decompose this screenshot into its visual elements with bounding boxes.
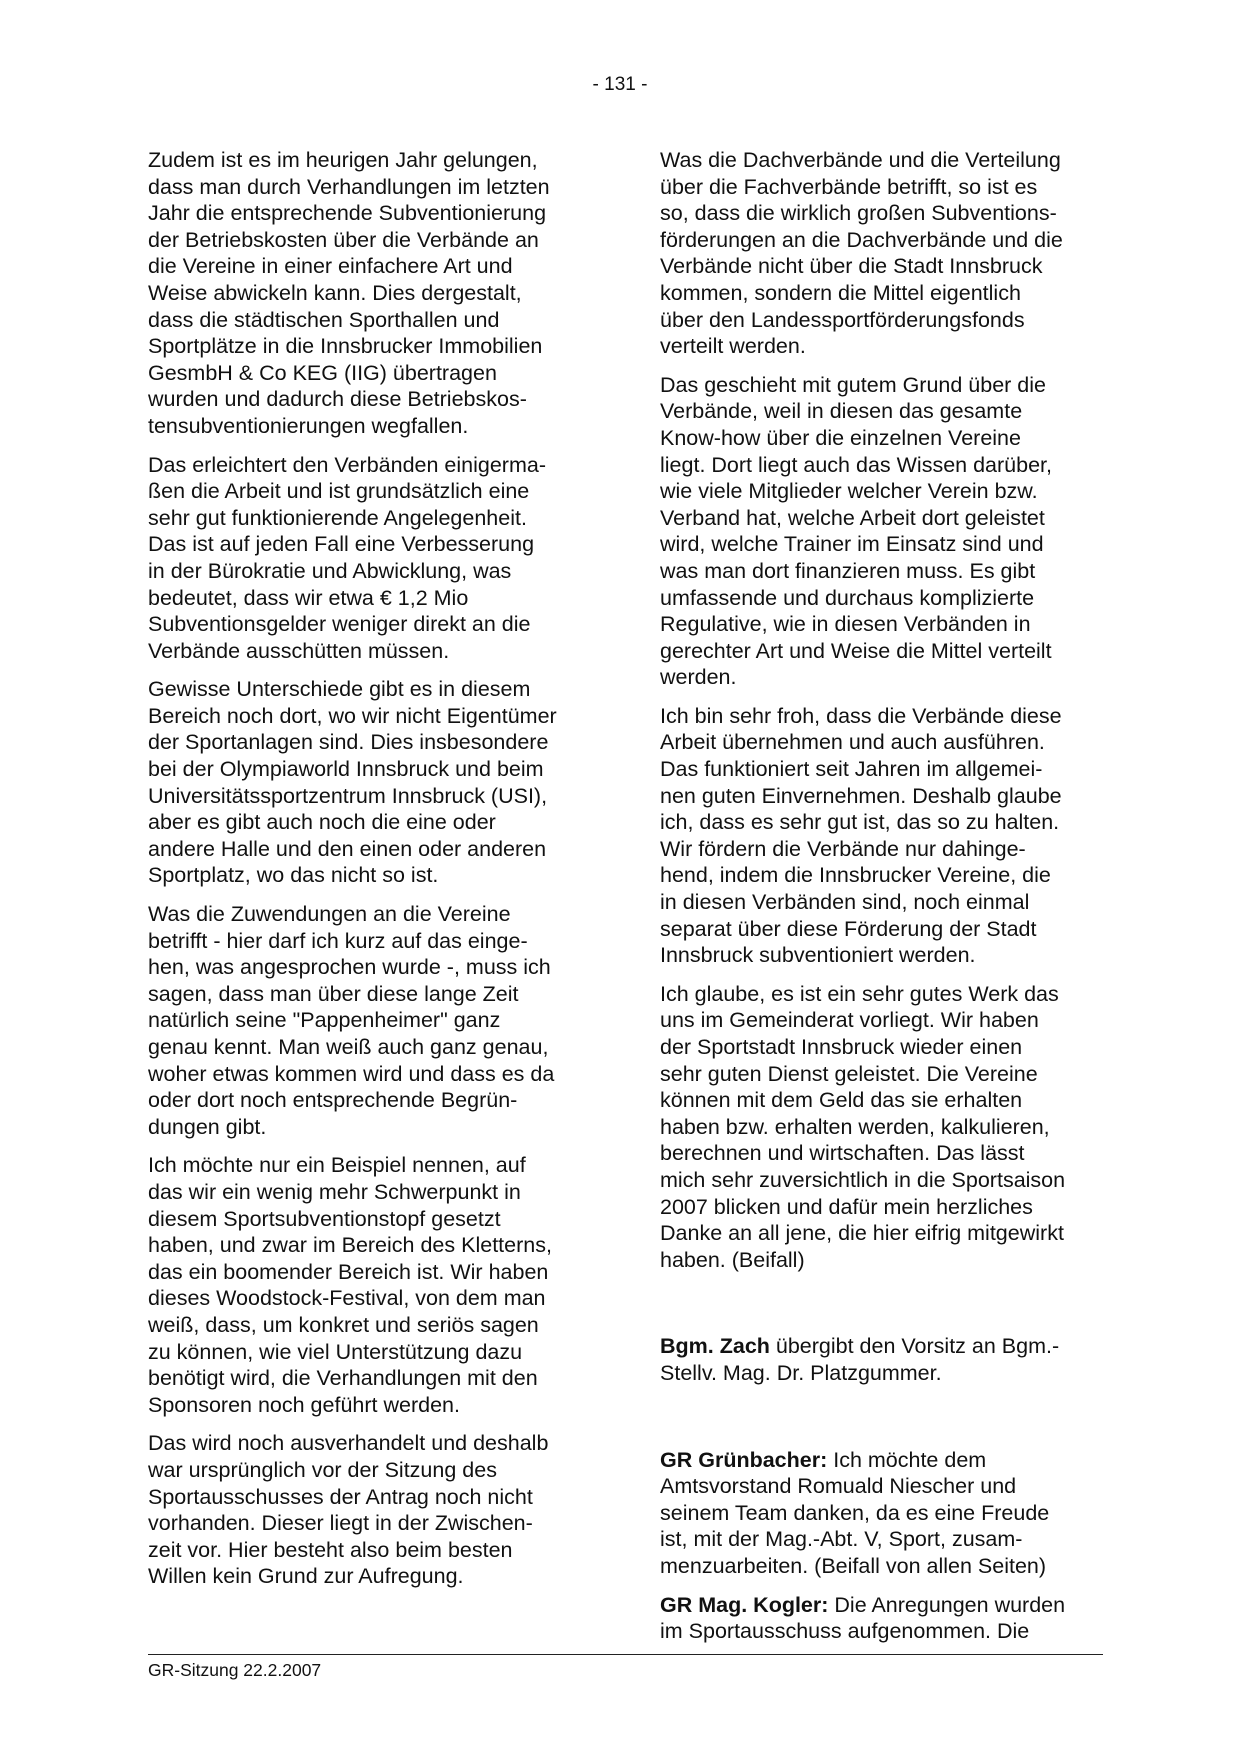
paragraph: Das geschieht mit gutem Grund über die Verbände, weil in diesen das gesamte Know-how über die einzelnen Vereine liegt. Dort liegt auch das Wissen darüber, wie viele Mitglieder welcher Verein bzw. Verband hat, welche Arbeit dort geleistet wird, welche Trainer im Einsatz sind und was man dort finanzieren muss. Es gibt umfassende und durchaus komplizierte Regulative, wie in diesen Verbänden in gerechter Art und Weise die Mittel verteilt werden. [660,372,1052,690]
speaker-name: GR Mag. Kogler: [660,1592,829,1617]
left-column [148,147,593,1602]
section-gap [660,1399,1105,1447]
paragraph: Gewisse Unterschiede gibt es in diesem Bereich noch dort, wo wir nicht Eigentümer der Sportanlagen sind. Dies insbesondere bei der Olympiaworld Innsbruck und beim Universitätssportzentrum Innsbruck (USI), aber es gibt auch noch die eine oder andere Halle und den einen oder anderen Sportplatz, wo das nicht so ist. [148,677,557,888]
paragraph: Ich glaube, es ist ein sehr gutes Werk das uns im Gemeinderat vorliegt. Wir haben der Sportstadt Innsbruck wieder einen sehr guten Dienst geleistet. Die Vereine können mit dem Geld das sie erhalten haben bzw. erhalten werden, kalkulieren, berechnen und wirtschaften. Das lässt mich sehr zuversichtlich in die Sportsaison 2007 blicken und dafür mein herzliches Danke an all jene, die hier eifrig mitgewirkt haben. (Beifall) [660,981,1066,1272]
page-number: - 131 - [592,74,648,95]
paragraph: Ich möchte nur ein Beispiel nennen, auf das wir ein wenig mehr Schwerpunkt in diesem Sportsubventionstopf gesetzt haben, und zwar im Bereich des Kletterns, das ein boomender Bereich ist. Wir haben dieses Woodstock-Festival, von dem man weiß, dass, um konkret und seriös sagen zu können, wie viel Unterstützung dazu benötigt wird, die Verhandlungen mit den Sponsoren noch geführt werden. [148,1153,552,1417]
statement-text: übergibt den Vorsitz an Bgm.- Stellv. Mag. Dr. Platzgummer. [660,1334,1060,1385]
paragraph: Das wird noch ausverhandelt und deshalb war ursprünglich vor der Sitzung des Sportausschusses der Antrag noch nicht vorhanden. Dieser liegt in der Zwischen- zeit vor. Hier besteht also beim besten Willen kein Grund zur Aufregung. [148,1431,549,1589]
footer-session-date: GR-Sitzung 22.2.2007 [148,1660,322,1680]
speaker-name: Bgm. Zach [660,1334,770,1359]
paragraph: Zudem ist es im heurigen Jahr gelungen, dass man durch Verhandlungen im letzten Jahr die entsprechende Subventionierung der Betriebskosten über die Verbände an die Vereine in einer einfachere Art und Weise abwickeln kann. Dies dergestalt, dass die städtischen Sporthallen und Sportplätze in die Innsbrucker Immobilien GesmbH & Co KEG (IIG) übertragen wurden und dadurch diese Betriebskos- tensubventionierungen wegfallen. [148,148,550,438]
statement-text: Ich möchte dem Amtsvorstand Romuald Niescher und seinem Team danken, da es eine Freude ist, mit der Mag.-Abt. V, Sport, zusam- menzuarbeiten. (Beifall von allen Seiten) [660,1447,1050,1578]
speaker-statement-zach [660,1333,1105,1386]
paragraph: Was die Dachverbände und die Verteilung über die Fachverbände betrifft, so ist es so, dass die wirklich großen Subventions- förderungen an die Dachverbände und die Verbände nicht über die Stadt Innsbruck kommen, sondern die Mittel eigentlich über den Landessportförderungsfonds verteilt werden. [660,148,1063,359]
speaker-statement-gruenbacher [660,1447,1105,1580]
statement-text: Die Anregungen wurden im Sportausschuss aufgenommen. Die [660,1592,1066,1644]
paragraph: Was die Zuwendungen an die Vereine betrifft - hier darf ich kurz auf das einge- hen, was angesprochen wurde -, muss ich sagen, dass man über diese lange Zeit natürlich seine "Pappenheimer" ganz genau kennt. Man weiß auch ganz genau, woher etwas kommen wird und dass es da oder dort noch entsprechende Begrün- dungen gibt. [148,902,555,1139]
section-gap [660,1285,1105,1333]
right-column [660,147,1105,1657]
speaker-statement-kogler [660,1592,1105,1645]
speaker-name: GR Grünbacher: [660,1447,828,1472]
footer-divider [148,1654,1103,1655]
paragraph: Ich bin sehr froh, dass die Verbände diese Arbeit übernehmen und auch ausführen. Das funktioniert seit Jahren im allgemei- nen guten Einvernehmen. Deshalb glaube ich, dass es sehr gut ist, das so zu halten. Wir fördern die Verbände nur dahinge- hend, indem die Innsbrucker Vereine, die in diesen Verbänden sind, noch einmal separat über diese Förderung der Stadt Innsbruck subventioniert werden. [660,703,1062,968]
paragraph: Das erleichtert den Verbänden einigerma- ßen die Arbeit und ist grundsätzlich eine sehr gut funktionierende Angelegenheit. Das ist auf jeden Fall eine Verbesserung in der Bürokratie und Abwicklung, was bedeutet, dass wir etwa € 1,2 Mio Subventionsgelder weniger direkt an die Verbände ausschütten müssen. [148,452,546,663]
